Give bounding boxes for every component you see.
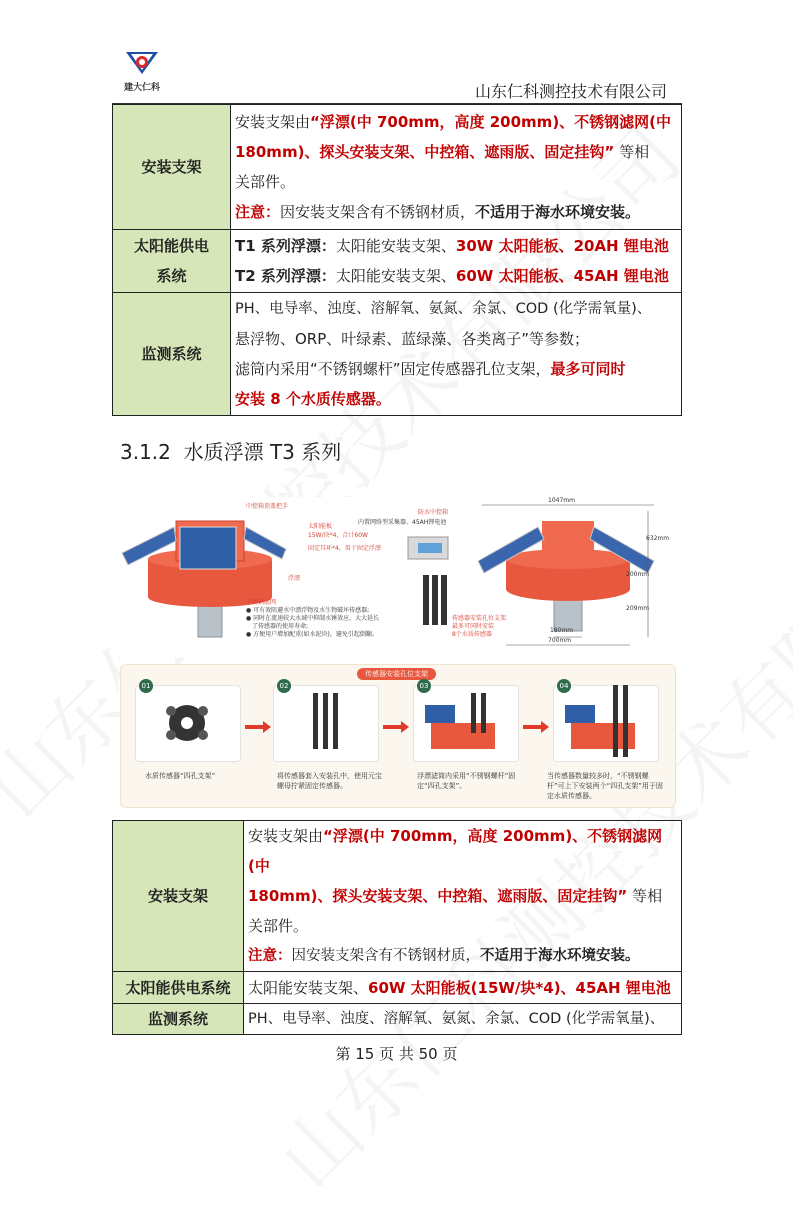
label-screen-desc: ● 方便用户增加配重(如水泥块)，避免引起倒翻。 xyxy=(246,631,378,638)
step-caption: 水质传感器“四孔支架” xyxy=(145,772,216,780)
solar-desc xyxy=(244,972,682,1004)
text-highlight: 180mm)、探头安装支架、中控箱、遮雨版、固定挂钩” xyxy=(235,143,615,161)
row-label xyxy=(113,821,244,972)
dim-total: 632mm xyxy=(646,535,670,542)
text-bold: 不适用于海水环境安装。 xyxy=(480,948,640,964)
text-highlight: 180mm)、探头安装支架、中控箱、遮雨版、固定挂钩” xyxy=(248,887,628,905)
mount-desc xyxy=(231,105,682,230)
note-label: 注意： xyxy=(248,948,292,964)
text-bold: T1 系列浮漂： xyxy=(235,237,336,255)
dim-float: 200mm xyxy=(626,571,650,578)
text: 关部件。 xyxy=(235,173,296,191)
table-row xyxy=(113,293,682,416)
section-title: 水质浮漂 T3 系列 xyxy=(183,440,342,464)
company-name: 山东仁科测控技术有限公司 xyxy=(474,82,667,101)
text: 因安装支架含有不锈钢材质， xyxy=(291,948,480,964)
label-holder: 最多可同时安装 xyxy=(452,623,495,630)
monitor-label: 监测系统 xyxy=(141,345,202,363)
dim-width: 1047mm xyxy=(548,497,575,504)
solar-label: 太阳能供电系统 xyxy=(125,978,231,997)
dim-screen: 209mm xyxy=(626,605,650,612)
label-holder: 传感器安装孔位支架 xyxy=(452,615,507,622)
row-label xyxy=(113,1004,244,1035)
spec-table-2 xyxy=(112,820,682,1035)
label-screen-desc: 了传感器的使用寿命; xyxy=(252,623,309,630)
row-label xyxy=(113,972,244,1004)
product-diagram xyxy=(118,497,678,657)
text-highlight: 安装 8 个水质传感器。 xyxy=(235,390,391,408)
text: 滤筒内采用“不锈钢螺杆”固定传感器孔位支架， xyxy=(235,360,551,378)
text: 等相 xyxy=(619,143,650,161)
text: 安装支架由 xyxy=(235,113,311,131)
install-steps-diagram xyxy=(120,664,676,808)
mount-label: 安装支架 xyxy=(141,158,202,176)
mount-label: 安装支架 xyxy=(147,887,208,905)
company-logo xyxy=(112,48,172,93)
label-box: 防水中控箱 xyxy=(418,509,449,516)
label-screen-desc: ● 同时在流速较大水域中抑制水锤效应，大大延长 xyxy=(246,615,380,622)
step-number: 01 xyxy=(139,679,153,693)
table-row xyxy=(113,821,682,972)
steps-banner: 传感器安装孔位支架 xyxy=(357,668,436,680)
dim-screen-diameter: 180mm xyxy=(550,627,574,634)
text-highlight: 60W 太阳能板、45AH 锂电池 xyxy=(455,267,669,285)
label-handle: 中控箱顶盖把手 xyxy=(246,503,289,510)
text-highlight: “浮漂(中 700mm，高度 200mm)、不锈钢滤网(中 xyxy=(310,113,672,131)
step-caption: 当传感器数量较多时，“不锈钢螺杆”可上下安装两个“四孔支架”用于固定水质传感器。 xyxy=(547,772,663,800)
label-holder: 8个水质传感器 xyxy=(452,631,492,638)
label-panel-spec: 15W/块*4，合计60W xyxy=(308,532,368,539)
text-highlight: “浮漂(中 700mm，高度 200mm)、不锈钢滤网(中 xyxy=(248,827,663,875)
monitor-desc xyxy=(244,1004,682,1035)
section-number: 3.1.2 xyxy=(120,440,171,464)
table-row xyxy=(113,1004,682,1035)
text: 安装支架由 xyxy=(248,827,324,845)
logo-text: 建大仁科 xyxy=(123,83,160,93)
text: 太阳能安装支架、 xyxy=(335,267,456,285)
text: PH、电导率、浊度、溶解氧、氨氮、余氯、COD (化学需氧量)、 xyxy=(235,301,652,317)
step-number: 04 xyxy=(557,679,571,693)
table-row xyxy=(113,972,682,1004)
solar-label: 太阳能供电 xyxy=(133,237,209,255)
solar-label: 系统 xyxy=(156,267,187,285)
table-row xyxy=(113,230,682,293)
dim-float-diameter: 700mm xyxy=(548,637,572,644)
note-label: 注意： xyxy=(235,203,281,221)
row-label xyxy=(113,230,231,293)
monitor-desc xyxy=(231,293,682,416)
row-label xyxy=(113,105,231,230)
text: 关部件。 xyxy=(248,917,309,935)
label-screen: 不锈钢滤网 xyxy=(246,599,277,606)
text: 太阳能安装支架、 xyxy=(248,978,369,997)
text: 悬浮物、ORP、叶绿素、蓝绿藻、各类离子”等参数； xyxy=(235,330,590,348)
label-box-desc: 内置网络型采集器、45AH锂电池 xyxy=(358,519,447,526)
step-caption: 将传感器套入安装孔中，使用元宝螺母拧紧固定传感器。 xyxy=(277,772,382,790)
steps-illustration xyxy=(121,665,675,775)
row-label xyxy=(113,293,231,416)
monitor-label: 监测系统 xyxy=(147,1010,208,1028)
table-row xyxy=(113,105,682,230)
page-number: 第 15 页 共 50 页 xyxy=(335,1045,458,1063)
label-float: 浮漂 xyxy=(288,575,301,582)
text: 因安装支架含有不锈钢材质， xyxy=(280,203,476,221)
text-highlight: 30W 太阳能板、20AH 锂电池 xyxy=(455,237,669,255)
logo-icon xyxy=(120,48,164,78)
label-ear: 固定耳环*4，用于固定浮漂 xyxy=(308,545,381,552)
label-panel: 太阳能板 xyxy=(308,523,333,530)
text-bold: T2 系列浮漂： xyxy=(235,267,336,285)
spec-table-1 xyxy=(112,104,682,416)
text-highlight: 60W 太阳能板(15W/块*4)、45AH 锂电池 xyxy=(368,978,671,997)
text: PH、电导率、浊度、溶解氧、氨氮、余氯、COD (化学需氧量)、 xyxy=(248,1011,665,1027)
text-highlight: 最多可同时 xyxy=(550,360,626,378)
text-bold: 不适用于海水环境安装。 xyxy=(475,203,641,221)
step-number: 02 xyxy=(277,679,291,693)
step-number: 03 xyxy=(417,679,431,693)
solar-desc xyxy=(231,230,682,293)
text: 等相 xyxy=(632,887,663,905)
mount-desc xyxy=(244,821,682,972)
text: 太阳能安装支架、 xyxy=(335,237,456,255)
section-heading xyxy=(120,436,341,465)
step-caption: 浮漂滤筒内采用“不锈钢螺杆”固定“四孔支架”。 xyxy=(417,772,516,790)
label-screen-desc: ● 可有效阻避水中漂浮物及水生物破坏传感器; xyxy=(246,607,370,614)
